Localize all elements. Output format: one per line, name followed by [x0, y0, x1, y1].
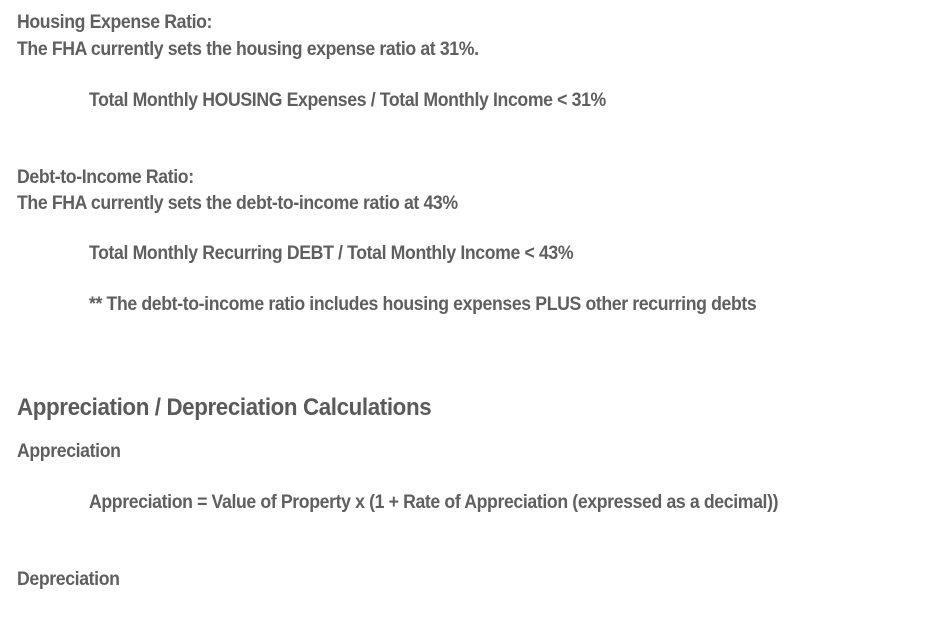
housing-ratio-title: Housing Expense Ratio:: [17, 12, 213, 33]
housing-ratio-description: The FHA currently sets the housing expense ratio at 31%.: [17, 39, 479, 60]
debt-ratio-title: Debt-to-Income Ratio:: [17, 167, 194, 188]
debt-ratio-note: ** The debt-to-income ratio includes housing expenses PLUS other recurring debts: [89, 294, 757, 315]
depreciation-title: Depreciation: [17, 569, 120, 590]
debt-ratio-description: The FHA currently sets the debt-to-income ratio at 43%: [17, 193, 458, 214]
housing-ratio-formula: Total Monthly HOUSING Expenses / Total Monthly Income < 31%: [89, 90, 606, 111]
debt-ratio-formula: Total Monthly Recurring DEBT / Total Monthly Income < 43%: [89, 243, 574, 264]
section-heading: Appreciation / Depreciation Calculations: [17, 394, 432, 421]
appreciation-formula: Appreciation = Value of Property x (1 + Rate of Appreciation (expressed as a decimal)): [89, 492, 779, 513]
appreciation-title: Appreciation: [17, 441, 121, 462]
